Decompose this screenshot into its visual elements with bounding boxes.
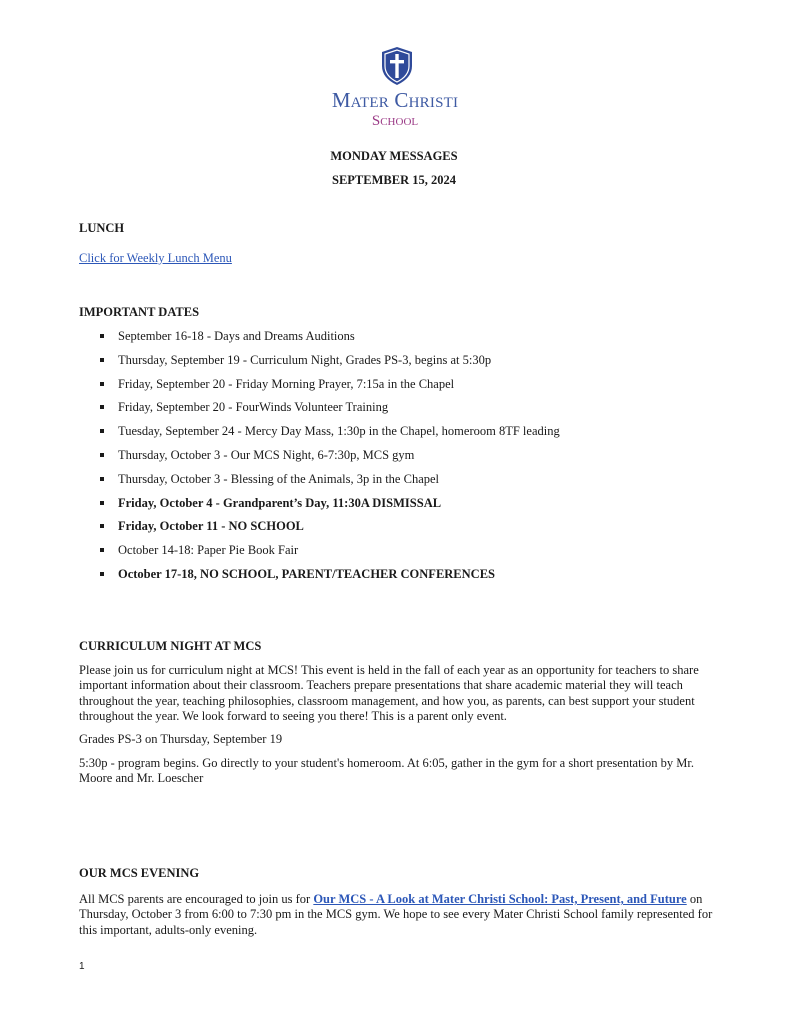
our-mcs-event-link[interactable]: Our MCS - A Look at Mater Christi School: Past, Present, and Future [313, 892, 687, 906]
date-item-text: Friday, October 4 - Grandparent’s Day, 11:30A DISMISSAL [118, 495, 442, 510]
page-number: 1 [79, 961, 85, 972]
date-item-text: Friday, September 20 - Friday Morning Prayer, 7:15a in the Chapel [118, 376, 455, 391]
bullet-icon [100, 358, 104, 362]
lunch-heading: LUNCH [79, 221, 125, 235]
date-item [79, 350, 719, 374]
bullet-icon [100, 453, 104, 457]
bullet-icon [100, 524, 104, 528]
date-item-text: Tuesday, September 24 - Mercy Day Mass, 1:30p in the Chapel, homeroom 8TF leading [118, 424, 560, 439]
bullet-icon [100, 572, 104, 576]
curriculum-grades-line: Grades PS-3 on Thursday, September 19 [79, 732, 283, 746]
date-item-text: October 14-18: Paper Pie Book Fair [118, 543, 299, 558]
date-item-text: Friday, September 20 - FourWinds Volunteer Training [118, 400, 389, 415]
date-item [79, 326, 719, 350]
shield-cross-icon [380, 46, 414, 86]
bullet-icon [100, 477, 104, 481]
date-item [79, 445, 719, 469]
date-item-text: September 16-18 - Days and Dreams Auditions [118, 329, 355, 343]
important-dates-list [79, 326, 719, 588]
date-item [79, 374, 719, 398]
date-item [79, 493, 719, 517]
evening-text-after: on Thursday, October 3 from 6:00 to 7:30 pm in the MCS gym. We hope to see every Mater Christi School family represented for this important, adults-only evening. [79, 892, 713, 937]
date-item-text: Thursday, September 19 - Curriculum Night, Grades PS-3, begins at 5:30p [118, 352, 492, 367]
document-title: MONDAY MESSAGES [330, 149, 458, 163]
date-item [79, 564, 719, 588]
curriculum-schedule: 5:30p - program begins. Go directly to your student's homeroom. At 6:05, gather in the gym for a short presentation by Mr. Moore and Mr. Loescher [79, 756, 694, 786]
important-dates-heading: IMPORTANT DATES [79, 305, 200, 319]
bullet-icon [100, 548, 104, 552]
evening-text-before: All MCS parents are encouraged to join us for [79, 892, 314, 906]
logo-school-name: Mater Christi [331, 88, 459, 112]
date-item [79, 397, 719, 421]
bullet-icon [100, 501, 104, 505]
date-item-text: Friday, October 11 - NO SCHOOL [118, 519, 304, 534]
logo-school-subtitle: School [371, 113, 419, 129]
curriculum-paragraph: Please join us for curriculum night at MCS! This event is held in the fall of each year as an opportunity for teachers to share important information about their classroom. Teachers prepare presentations that share academic material they will teach throughout the year, teaching philosophies, classroom management, and how you, as parents, can best support your student throughout the year. We look forward to seeing you there! This is a parent only event. [79, 663, 699, 723]
bullet-icon [100, 382, 104, 386]
date-item [79, 469, 719, 493]
school-logo [300, 46, 490, 132]
date-item-text: October 17-18, NO SCHOOL, PARENT/TEACHER CONFERENCES [118, 566, 495, 581]
mcs-evening-paragraph [79, 892, 719, 938]
bullet-icon [100, 429, 104, 433]
lunch-menu-link[interactable]: Click for Weekly Lunch Menu [79, 251, 232, 265]
mcs-evening-heading: OUR MCS EVENING [79, 866, 200, 880]
bullet-icon [100, 405, 104, 409]
date-item [79, 421, 719, 445]
document-date: SEPTEMBER 15, 2024 [332, 173, 456, 187]
date-item [79, 540, 719, 564]
date-item [79, 516, 719, 540]
date-item-text: Thursday, October 3 - Blessing of the Animals, 3p in the Chapel [118, 471, 440, 486]
date-item-text: Thursday, October 3 - Our MCS Night, 6-7:30p, MCS gym [118, 447, 415, 462]
curriculum-night-heading: CURRICULUM NIGHT AT MCS [79, 639, 262, 653]
bullet-icon [100, 334, 104, 338]
